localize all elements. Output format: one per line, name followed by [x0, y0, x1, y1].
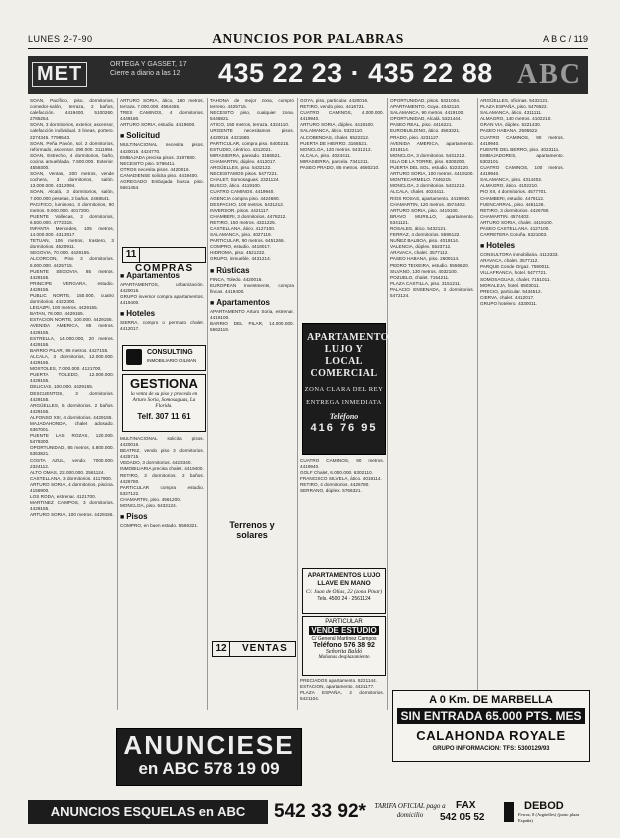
- classified-ad: NECESITO piso. 5786411.: [120, 160, 176, 166]
- classified-ad: HIDROMA, piso. 4521232.: [210, 250, 266, 256]
- classified-ad: MIRASIERRA, parcela. 7341211.: [300, 158, 370, 164]
- classified-ad: NUÑEZ BALBOA, piso. 4019114.: [390, 238, 460, 244]
- classified-ad: ARTURO SORIA, ático, 180 metros, terraza. 7.000.000. 4564455.: [120, 98, 204, 110]
- classified-ad: TETUAN, 106 metros, trastero, 3 dormitorios. 4520911.: [30, 238, 114, 250]
- esquelas-phone: 542 33 92*: [274, 801, 366, 822]
- classified-ad: CHALET, Somosaguas. 2321124.: [210, 177, 280, 183]
- fax-number: 542 05 52: [440, 812, 485, 823]
- gestiona-body: la venta de su piso y proceda en Arturo Soria, Somosaguas, La Florida.: [130, 391, 198, 409]
- classified-ad: ALCALA, piso. 4024411.: [300, 152, 352, 158]
- classified-ad: NECESITO piso, cualquier zona. 5446821.: [210, 110, 294, 122]
- section-heading: ■ Pisos: [120, 512, 204, 521]
- classified-ad: APARTAMENTO Arturo Soria, estrenar. 4419100.: [210, 308, 294, 320]
- classified-ad: CASTELLANA, 3 dormitorios. 4117800.: [30, 475, 113, 481]
- classified-ad: ARAVACA, chalet. 3577112.: [480, 258, 539, 264]
- page-number: A B C / 119: [543, 34, 588, 44]
- anuncie-line1: ANUNCIESE: [123, 730, 295, 760]
- classified-ad: ALFONSO XIII, 4 dormitorios. 4429155.: [30, 414, 113, 420]
- lujo-title: APARTAMENTOS LUJO Y LOCAL COMERCIAL: [307, 332, 395, 379]
- marbella-mid: SIN ENTRADA 65.000 PTS. MES: [397, 708, 585, 724]
- consulting-logo-icon: [126, 349, 142, 365]
- anuncie-line2: en ABC 578 19 09: [138, 759, 280, 778]
- marbella-info: GRUPO INFORMACION: TFS: 5300129/93: [432, 746, 550, 752]
- classified-ad: PARQUE Conde Orgaz. 7590011.: [480, 264, 551, 270]
- estudio-tel: Teléfono 576 38 92: [313, 642, 375, 649]
- classified-ad: ESTACION NORTE, 100.000. 4429155.: [30, 317, 113, 323]
- debod-sub: Ferraz, 8 (Argüelles) (junto plaza España): [518, 812, 580, 823]
- classified-ad: SALAMANCA, ático. 5322110.: [300, 128, 364, 134]
- marbella-top: A 0 Km. DE MARBELLA: [429, 694, 553, 706]
- classified-ad: SERRANO, dúplex. 5766321.: [300, 488, 362, 494]
- classified-ad: ALMAGRO, 140 metros. 4102210.: [480, 116, 552, 122]
- classified-column-5: [390, 98, 474, 738]
- classified-ad: INVERSOR, pisos. 4421117.: [210, 207, 270, 213]
- classified-ad: EUROPEAN Investments, compra fincas. 4419400.: [210, 282, 294, 294]
- classified-ad: RETIRO, 3 dormitorios. 4426780.: [480, 207, 550, 213]
- classified-ad: SEGOVIA, 70.000. 4429155.: [30, 250, 91, 256]
- classified-ad: MONTECARMELO. 7346215.: [390, 177, 453, 183]
- section-heading: ■ Apartamentos: [120, 271, 204, 280]
- classified-ad: PARTICULAR, compra piso. 6400215.: [210, 140, 290, 146]
- classified-ad: SILVANO, 130 metros. 4032100.: [390, 268, 458, 274]
- classified-ad: PIO XII, 4 dormitorios. 4577701.: [480, 189, 548, 195]
- estudio-name: Señorita Baldó: [325, 649, 363, 655]
- llave-sub: C/. Juan de Olías, 22 (zona Pinar): [305, 589, 383, 595]
- classified-ad: RETIRO, vendo piso. 4416721.: [300, 104, 366, 110]
- classified-ad: PASEO HABANA. 2595522.: [480, 128, 539, 134]
- llave-tel: Tels. 4500 24 · 2561124: [317, 596, 371, 602]
- llave-ad: [302, 568, 386, 614]
- classified-ad: RETIRO, 4 dormitorios. 4426780.: [300, 482, 370, 488]
- classified-column-4: [300, 98, 384, 320]
- classified-ad: PALACIO ENSENADA, 3 dormitorios. 5472124.: [390, 286, 474, 298]
- classified-ad: SOAN, Ventas, 200 metros, vende cochera, 3 dormitorios, salón. 13.000.000. 4312094.: [30, 171, 114, 189]
- lujo-entrega: ENTREGA INMEDIATA: [306, 399, 382, 406]
- gestiona-tel: Telf. 307 11 61: [137, 412, 191, 421]
- classified-ad: ARTURO SORIA, piso. 4419100.: [390, 207, 459, 213]
- classified-ad: PASEO CASTELLANA. 4127100.: [480, 225, 550, 231]
- classified-ad: CUATRO CAMINOS, 90 metros. 4419940.: [480, 134, 564, 146]
- estudio-addr: C/ General Martínez Campos: [311, 636, 377, 642]
- debod-icon: [504, 802, 514, 822]
- classified-ad: PLAZA ESPAÑA, 2 dormitorios. 5421104.: [300, 690, 384, 702]
- classified-ad: RETIRO, 3 dormitorios. 2 baños. 4426780.: [120, 472, 204, 484]
- tarifa-text: TARIFA OFICIAL pago a domicilio: [374, 802, 446, 819]
- ventas-label: VENTAS: [242, 643, 288, 654]
- classified-ad: CUATRO CAMINOS, 100 metros. 4419940.: [480, 165, 564, 177]
- compras-header: [122, 247, 206, 274]
- classified-ad: SOAN, Estrecho, 4 dormitorios, baño, cocina amueblada. 7.500.000. Exterior. 4559300.: [30, 152, 114, 171]
- classified-ad: MULTINACIONAL necesita pisos. 4420016. 4424770.: [120, 142, 204, 154]
- classified-ad: CIERVA, chalet. 4412017.: [480, 294, 535, 300]
- classified-ad: PARTICULAR compra estudio. 5327122.: [120, 484, 204, 496]
- issue-date: LUNES 2-7-90: [28, 34, 93, 44]
- marbella-brand: CALAHONDA ROYALE: [416, 728, 566, 743]
- classified-ad: PUENTE LAS ROZAS, 120.000. 5478300.: [30, 433, 114, 445]
- lujo-tel-label: Teléfono: [329, 412, 359, 421]
- classified-ad: BUSCO, ático. 4119100.: [210, 183, 262, 189]
- classified-ad: MORALEJA, hotel. 6503011.: [480, 282, 540, 288]
- classified-ad: VALENCIA, dúplex. 5523712.: [390, 244, 452, 250]
- classified-ad: ARTURO SORIA, estudio. 4419600.: [120, 122, 196, 128]
- classified-ad: INFANTA Mercedes, 105 metros, 14.000.000. 4313017.: [30, 225, 114, 238]
- consulting-ad: [122, 345, 206, 371]
- classified-ad: PRADO, piso. 4231127.: [390, 134, 440, 140]
- classified-ad: PASEO REAL, piso. 4416221.: [390, 122, 453, 128]
- classified-ad: ATICO, 150 metros, terraza. 4324110.: [210, 122, 290, 128]
- classified-ad: TRES CAMINOS, 4 dormitorios. 4449180.: [120, 110, 204, 122]
- classified-ad: CONSULTORA inmobiliaria. 4113333.: [480, 252, 559, 258]
- classified-ad: GRUPO inversor compra apartamentos. 4419400.: [120, 294, 204, 306]
- compras-number: 11: [123, 248, 140, 262]
- classified-ad: BRAVO MURILLO, apartamento. 5341121.: [390, 213, 474, 225]
- classified-ad: ARAVACA, chalet. 3577112.: [390, 250, 449, 256]
- classified-ad: AVENIDA AMERICA, 85 metros. 4429155.: [30, 323, 114, 335]
- ventas-number: 12: [213, 642, 230, 656]
- lujo-sub: ZONA CLARA DEL REY: [304, 386, 384, 393]
- classified-ad: FINCA, Toledo. 4420016.: [210, 276, 263, 282]
- classified-ad: SALAMANCA, piso. 4314402.: [480, 177, 543, 183]
- classified-ad: PUENTE Vallecas, 2 dormitorios, 6.500.000. 4772315.: [30, 213, 114, 225]
- classified-ad: CHAMBERI, estudio. 4479112.: [480, 195, 545, 201]
- classified-ad: EUROBUILDING, ático. 4563321.: [390, 128, 461, 134]
- section-heading: ■ Hoteles: [480, 241, 564, 250]
- marbella-ad: [392, 690, 590, 762]
- section-title: ANUNCIOS POR PALABRAS: [212, 31, 404, 46]
- classified-ad: ALCALA, 3 dormitorios, 12.000.000. 4429155.: [30, 353, 114, 366]
- classified-ad: ARTURO SORIA, 100 metros. 4419100.: [390, 171, 474, 177]
- debod-title: DEBOD: [524, 800, 564, 812]
- classified-ad: OPORTUNIDAD, pisos. 5321004.: [390, 98, 461, 103]
- esquelas-box: [28, 800, 268, 824]
- banner-phones: 435 22 23 · 435 22 88: [218, 58, 493, 88]
- gestiona-title: GESTIONA: [130, 376, 198, 391]
- classified-ad: DESPACHO, 100 metros. 5431212.: [210, 201, 285, 207]
- classified-ad: MONCLOA, piso. 5432124.: [120, 503, 178, 509]
- classified-ad: GRUPO, inmueble. 4431214.: [210, 256, 272, 262]
- classified-ad: GOYA, piso, particular. 4420016.: [300, 98, 369, 103]
- classified-ad: PASEO PRADO, 85 metros. 4680210.: [300, 165, 380, 171]
- classified-ad: SOAN, Alcalá, 3 dormitorios, salón, 7.000.000 pesetas, 2 baños. 2468541.: [30, 189, 114, 201]
- classified-ad: FUENCARRAL, piso. 4461126.: [480, 201, 545, 207]
- classified-ad: AGENCIA compra piso. 4424680.: [210, 195, 280, 201]
- estudio-head: VENDE ESTUDIO: [309, 626, 379, 635]
- classified-ad: MONCLOA, 120 metros. 5431212.: [300, 146, 372, 152]
- classified-ad: ALCOBENDAS, chalet. 6522312.: [300, 134, 370, 140]
- classified-column-2: [120, 98, 204, 206]
- classified-ad: TAHONA de mejor zona, compro terreno. 4425715.: [210, 98, 294, 110]
- classified-ad: EMBAJADORES, apartamento. 5302101.: [480, 152, 564, 164]
- section-heading: ■ Hoteles: [120, 309, 204, 318]
- footer-bar: [28, 800, 588, 824]
- classified-column-4c: [300, 678, 384, 734]
- classified-ad: FERRAZ, 4 dormitorios. 5595122.: [390, 232, 461, 238]
- classified-ad: LEGAZPI, 100 metros. 4429155.: [30, 305, 99, 311]
- classified-ad: EMBAJADA precisa pisos. 3197880.: [120, 154, 196, 160]
- classified-ad: URGENTE necesitamos pisos. 4420016. 4421580.: [210, 128, 294, 140]
- lujo-tel: 416 76 95: [310, 422, 378, 434]
- section-heading: ■ Solicitud: [120, 131, 204, 140]
- classified-ad: SOAN, 3 dormitorios, exterior, ascensor, calefacción individual. 3 lineas, portero. 2274346. 7799543.: [30, 122, 114, 140]
- classified-ad: OPORTUNIDAD, 85 metros, 4.800.000. 6363821.: [30, 445, 114, 457]
- classified-ad: ALCALA, chalet. 4024411.: [390, 189, 446, 195]
- classified-ad: PASEO HABANA, piso. 2609114.: [390, 256, 460, 262]
- classified-ad: CUATRO CAMINOS. 4419940.: [210, 189, 275, 195]
- classified-ad: BEATRIZ, vendo piso 3 dormitorios. 4425715.: [120, 448, 204, 460]
- classified-ad: CANADIENSE solicita piso. 4419400.: [120, 172, 199, 178]
- classified-ad: BATAN, 78.000. 4429155.: [30, 311, 85, 317]
- classified-ad: SIERRA, compro o permuto chalet. 4412017.: [120, 320, 204, 332]
- anuncie-ad: [116, 728, 302, 786]
- classified-ad: ALTO OMAS, 22.000.000. 2561124.: [30, 469, 105, 475]
- classified-ad: CHAMBERI, 3 dormitorios. 4478212.: [210, 213, 287, 219]
- classified-ad: GOLF Chalet, 6.000.000. 6302110.: [300, 470, 374, 476]
- classified-ad: COSTA AZUL, vendo. 7000.000. 2324112.: [30, 457, 114, 469]
- classified-column-2c: [120, 436, 204, 708]
- section-heading: ■ Apartamentos: [210, 298, 294, 307]
- classified-ad: PUERTA TOLEDO, 12.000.000. 4429155.: [30, 372, 114, 384]
- classified-ad: PEDRO TEIXEIRA, estudio. 5556620.: [390, 262, 470, 268]
- classified-ad: PUERTA DEL SOL, estudio. 5223120.: [390, 165, 470, 171]
- consulting-title: CONSULTING: [147, 349, 193, 356]
- classified-ad: ESTUDIO, céntrico. 4312021.: [210, 146, 273, 152]
- classified-ad: CHAMARTIN, piso. 4561200.: [120, 496, 182, 502]
- classified-ad: OPORTUNIDAD, Alcalá. 5321444.: [390, 116, 462, 122]
- classified-ad: COMPRO, en buen estado. 5566321.: [120, 523, 199, 529]
- classified-ad: ARGÜELLES, 5 dormitorios. 2 baños. 4429155.: [30, 402, 114, 414]
- classified-ad: RIOS ROSAS, apartamento. 4419940.: [390, 195, 471, 201]
- classified-ad: CUATRO CAMINOS, 90 metros. 4419940.: [300, 458, 384, 470]
- classified-ad: ARTURO SORIA, chalet. 4419100.: [480, 219, 553, 225]
- classified-column-1: [30, 98, 114, 798]
- classified-ad: SOAN, Peña Pavón, sol. 2 dormitorios, reformado, ascensor. 290.000. 3111994.: [30, 140, 114, 152]
- terrenos-heading: Terrenos y solares: [229, 520, 275, 540]
- fax-label: FAX: [456, 800, 476, 811]
- classified-ad: SALAMANCA, piso. 4027119.: [210, 232, 272, 238]
- classified-ad: PLAZA ESPAÑA, piso. 5476622.: [480, 104, 548, 110]
- section-heading: ■ Rústicas: [210, 266, 294, 275]
- ventas-header: [212, 641, 296, 657]
- classified-column-4b: [300, 458, 384, 566]
- classified-ad: PRECIO, particular. 5434512.: [480, 288, 542, 294]
- banner-address: [110, 60, 220, 78]
- lujo-ad: [302, 323, 395, 455]
- classified-ad: ARTURO SORIA, dúplex. 4419100.: [300, 122, 375, 128]
- classified-ad: SALAMANCA, ático. 4311111.: [480, 110, 543, 116]
- classified-ad: CHAMARTIN. 4574402.: [480, 213, 530, 219]
- classified-ad: CHAMARTIN, 120 metros. 4574402.: [390, 201, 467, 207]
- banner-address-line1: ORTEGA Y GASSET, 17: [110, 61, 187, 68]
- gestiona-ad: [122, 374, 206, 432]
- classified-column-6: [480, 98, 564, 710]
- consulting-sub: INMOBILIARIO GILMAN: [147, 358, 197, 363]
- classified-ad: PACIFICO, luminoso, 3 dormitorios, 90 metros. 9.000.000. 4017200.: [30, 201, 114, 213]
- classified-ad: POZUELO, chalet. 7154211.: [390, 274, 450, 280]
- classified-ad: CASTELLANA, ático. 4127100.: [210, 225, 276, 231]
- classified-ad: CHAMARTIN, dúplex. 4412017.: [210, 158, 277, 164]
- classified-ad: FRANCISCO SILVELA, ático. 4019114.: [300, 476, 382, 482]
- classified-ad: FUENTE DEL BERRO, piso. 4023111.: [480, 146, 560, 152]
- classified-ad: MONCLOA, 3 dormitorios. 5431212.: [390, 152, 466, 158]
- classified-ad: ARGÜELLES, piso. 5432122.: [210, 165, 272, 171]
- classified-ad: LOS RODA, estrenar. 4121700.: [30, 494, 97, 500]
- classified-ad: SALAMANCA, 90 metros. 4419100.: [390, 110, 465, 116]
- classified-ad: RETIRO, 150 metros. 4321225.: [210, 219, 276, 225]
- classified-ad: ROSALES, ático. 5432121.: [390, 225, 447, 231]
- estudio-extra: Mañanas desplazamiento: [318, 655, 370, 660]
- classified-ad: BARRIO DEL PILAR, 14.000.000. 5562119.: [210, 321, 294, 333]
- classified-ad: PARTICULAR, 90 metros. 6451266.: [210, 238, 285, 244]
- classified-ad: DESCUENTOS, 3 dormitorios. 4429155.: [30, 390, 114, 402]
- classified-ad: PRINCIPE VERGARA, estudio. 4429155.: [30, 280, 114, 292]
- classified-column-3: [210, 98, 294, 798]
- page-header: [28, 30, 588, 49]
- classified-ad: MAJADAHONDA, chalet adosado. 6367001.: [30, 420, 114, 433]
- banner-address-line2: Cierre a diario a las 12: [110, 70, 181, 77]
- abc-logo: ABC: [516, 59, 582, 90]
- classified-ad: APARTAMENTO, Goya. 4042110.: [390, 104, 461, 110]
- classified-ad: PLAZA CASTILLA, piso. 3151211.: [390, 280, 462, 286]
- classified-ad: DELICIAS, 100.000. 4429155.: [30, 384, 94, 390]
- classified-ad: CUATRO CAMINOS, 4.000.000. 4419940.: [300, 110, 384, 122]
- classified-ad: ARTURO SORIA, 100 metros. 4429155.: [30, 512, 114, 518]
- classified-ad: MOSTOLES, 7.000.000. 4121700.: [30, 366, 102, 372]
- classified-ad: VILLAFRANCA, hotel. 5477721.: [480, 270, 548, 276]
- llave-title: APARTAMENTOS LUJO LLAVE EN MANO: [307, 572, 381, 587]
- classified-ad: SOAN, Pacífico, piso, dormitorios, comedor-salón, terraza, 2 baños, calefacción. 4419400. 5100260. 2785254.: [30, 98, 114, 122]
- classified-ad: MONCLOA, 2 dormitorios. 5431212.: [390, 183, 466, 189]
- classified-ad: PUENTE SEGOVIA, 85 metros. 4429155.: [30, 268, 114, 280]
- estudio-title: PARTICULAR: [325, 619, 363, 625]
- classified-ad: OTROS necesita pisos. 4420016.: [120, 166, 190, 172]
- classified-ad: ARGÜELLES, oficinas. 5432121.: [480, 98, 549, 103]
- classified-ad: ALCORCON, Piso 3 dormitorios. 6.000.000. 4425715.: [30, 256, 114, 268]
- classified-ad: PUERTA DE HIERRO. 3166521.: [300, 140, 368, 146]
- classified-ad: AGREGADO Embajada busca piso. 5661454.: [120, 179, 204, 191]
- met-logo: MET: [32, 62, 87, 87]
- classified-ad: VEDADO, 3 dormitorios. 4423340.: [120, 460, 192, 466]
- classified-ad: ALMAGRO, ático. 4102210.: [480, 183, 539, 189]
- classified-ad: MIRASIERRA, pareado. 3166521.: [210, 152, 282, 158]
- classified-ad: INMOBILIARIA precisa chalet. 4419400.: [120, 466, 204, 472]
- classified-column-2b: [120, 268, 204, 342]
- classified-ad: GRUPO hotelero. 4330011.: [480, 300, 538, 306]
- classified-ad: ESTRELLA, 14.000.000, 20 metros. 4429155.: [30, 335, 114, 347]
- classified-ad: MARTINEZ CAMPOS, 3 dormitorios. 4429155.: [30, 500, 114, 512]
- classified-ad: AVENIDA AMERICA, apartamento. 4019114.: [390, 140, 474, 152]
- esquelas-text: ANUNCIOS ESQUELAS en ABC: [50, 804, 246, 819]
- classified-ad: COMPRO, estudio. 4418017.: [210, 244, 271, 250]
- classified-ad: PUBLIC NORTE, 150.000, cuatro dormitorios. 4422300.: [30, 293, 114, 305]
- classified-ad: ARTURO SORIA, 4 dormitorios, piscina. 4156900.: [30, 481, 114, 493]
- classified-ad: ESTACION, apartamento. 4421177.: [300, 684, 375, 690]
- classified-ad: CARRETERA Coruña. 6321003.: [480, 232, 548, 238]
- classified-ad: SOMOSAGUAS, chalet. 7151011.: [480, 276, 551, 282]
- classified-ad: NECESITAMOS pisos. 5477221.: [210, 171, 279, 177]
- classified-ad: PRECIADOS apartamento. 5221144.: [300, 678, 378, 683]
- classified-ad: ISLA DE LA TORRE, piso. 6300200.: [390, 158, 466, 164]
- classified-ad: BARRIO PILAR, 95 metros. 4427155.: [30, 347, 109, 353]
- classified-ad: MULTINACIONAL solicita pisos. 4420016.: [120, 436, 204, 448]
- classified-ad: APARTAMENTOS, urbanización. 4420016.: [120, 282, 204, 294]
- classified-ad: GRAN VIA, dúplex. 5221430.: [480, 122, 542, 128]
- compras-label: COMPRAS: [135, 263, 194, 274]
- estudio-ad: [302, 616, 386, 676]
- contact-banner: [28, 56, 588, 94]
